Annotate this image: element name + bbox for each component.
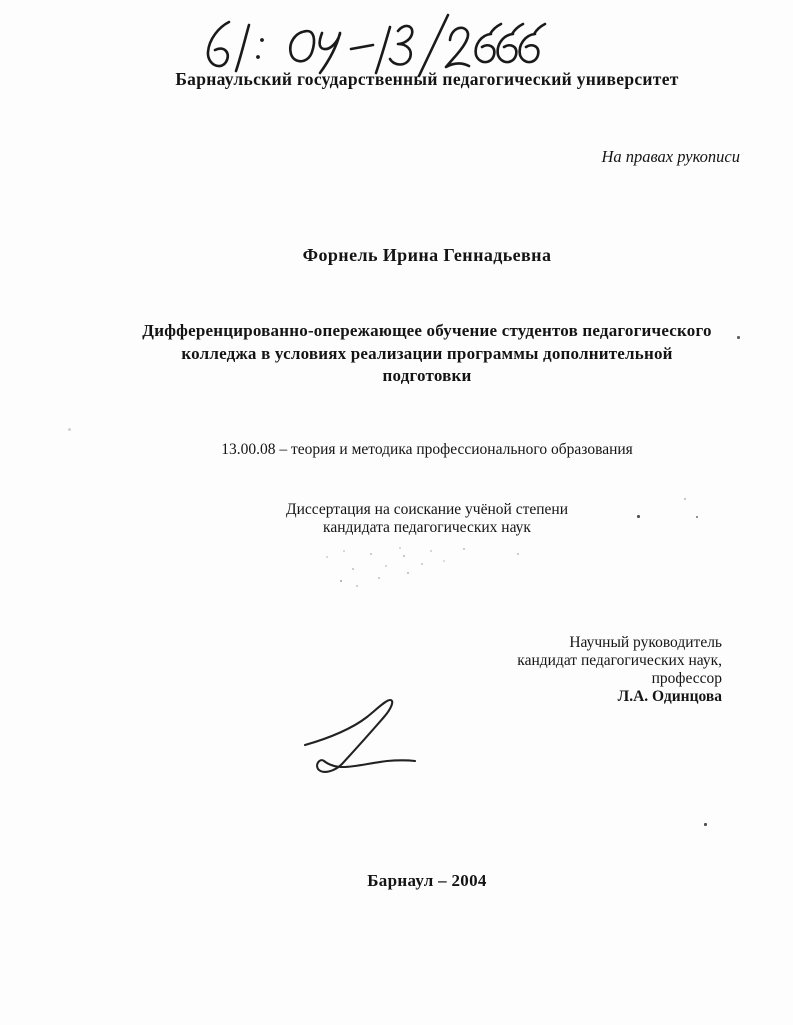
title-line: Дифференцированно-опережающее обучение студентов педагогического [142,321,712,340]
dash-stroke [351,45,373,49]
supervisor-degree: кандидат педагогических наук, [517,652,722,669]
digit-6-stroke [208,22,229,66]
scan-speck [340,580,342,582]
scan-speck [399,547,401,549]
scan-speck [403,555,405,557]
scan-speck [463,548,465,550]
scan-speck [356,585,358,587]
digit-3-stroke [390,26,412,65]
supervisor-role: Научный руководитель [569,634,722,651]
title-line: подготовки [382,366,472,385]
digit-0-stroke [290,31,314,61]
digit-4-stroke [320,33,340,73]
signature-stroke [305,700,415,772]
city-year: Барнаул – 2004 [367,871,487,890]
scan-speck [696,516,698,518]
digit-2-stroke [446,28,469,67]
scan-speck [443,560,445,562]
title-line: колледжа в условиях реализации программы дополнительной [181,343,673,363]
thesis-statement-line: Диссертация на соискание учёной степени [286,501,568,518]
scan-speck [704,823,707,826]
colon-dot [260,38,264,42]
digit-1-stroke [236,25,249,71]
thesis-statement [77,501,777,537]
author-name: Форнель Ирина Геннадьевна [302,245,552,265]
scan-speck [378,577,380,579]
scan-speck [385,565,387,567]
scan-speck [370,553,372,555]
scan-speck [430,550,432,552]
digit-6-stroke [520,24,545,62]
supervisor-name: Л.А. Одинцова [617,688,722,705]
supervisor-signature [295,688,445,783]
scan-speck [326,556,328,558]
colon-dot [256,55,260,59]
university-name: Барнаульский государственный педагогический университет [175,69,679,89]
scan-speck [407,572,409,574]
scan-speck [737,336,740,339]
specialty-code: 13.00.08 – теория и методика профессионального образования [221,441,633,458]
digit-1-stroke [376,27,390,73]
scan-speck [68,428,71,431]
scan-speck [684,498,686,500]
scan-speck [517,553,519,555]
dissertation-title [77,320,777,388]
thesis-statement-line: кандидата педагогических наук [323,519,531,536]
scan-speck [421,563,423,565]
scan-speck [637,515,640,518]
scan-speck [343,550,345,552]
slash-stroke [419,15,448,76]
manuscript-note: На правах рукописи [601,147,740,166]
supervisor-rank: профессор [651,670,722,687]
scan-speck [352,568,354,570]
